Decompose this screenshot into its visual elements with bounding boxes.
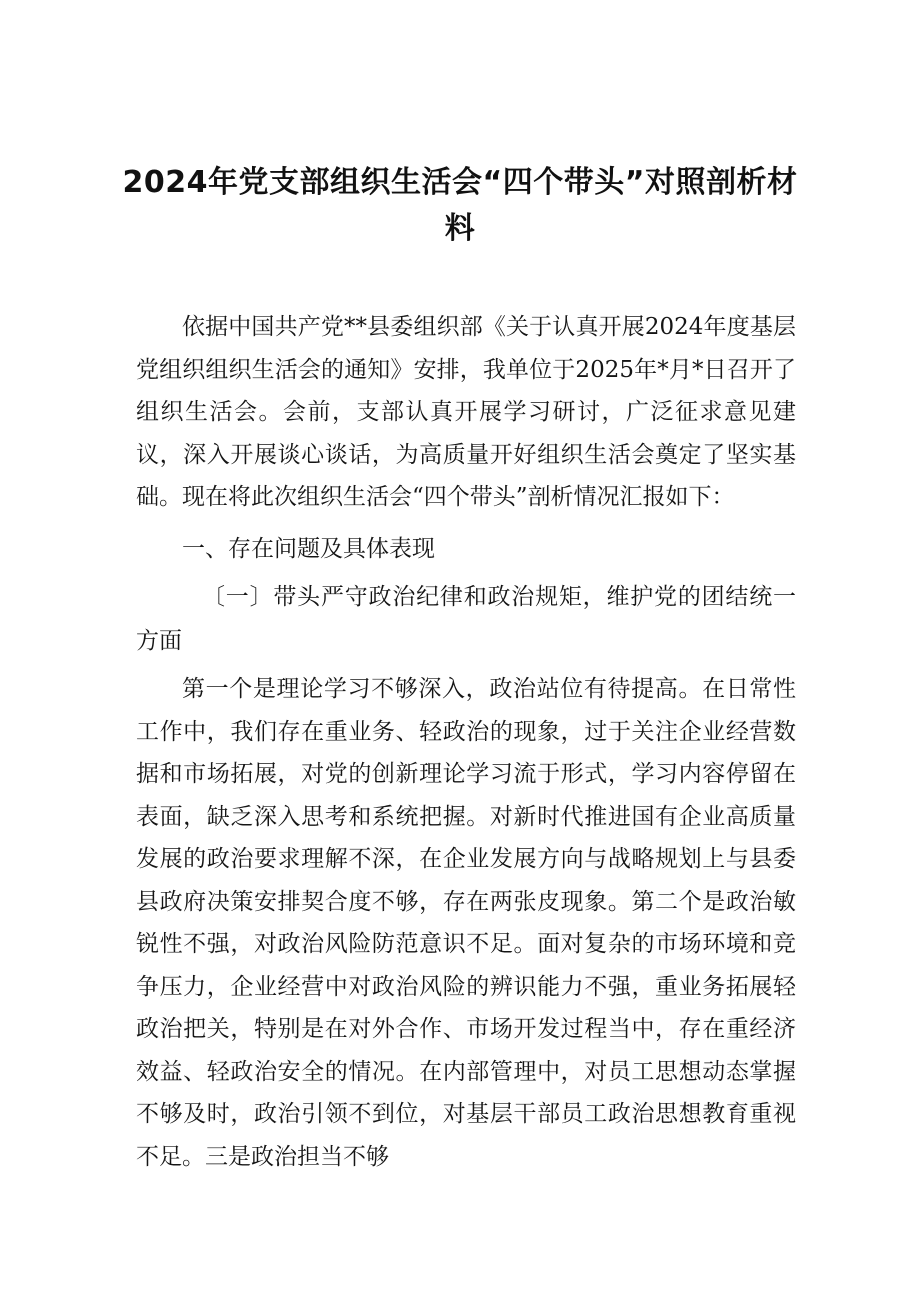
problem-paragraph: 第一个是理论学习不够深入，政治站位有待提高。在日常性工作中，我们存在重业务、轻政治的现象，过于关注企业经营数据和市场拓展，对党的创新理论学习流于形式，学习内容停留在表面，缺乏深入思考和系统把握。对新时代推进国有企业高质量发展的政治要求理解不深，在企业发展方向与战略规划上与县委县政府决策安排契合度不够，存在两张皮现象。第二个是政治敏锐性不强，对政治风险防范意识不足。面对复杂的市场环境和竞争压力，企业经营中对政治风险的辨识能力不强，重业务拓展轻政治把关，特别是在对外合作、市场开发过程当中，存在重经济效益、轻政治安全的情况。在内部管理中，对员工思想动态掌握不够及时，政治引领不到位，对基层干部员工政治思想教育重视不足。三是政治担当不够 [136,676,796,1170]
intro-paragraph: 依据中国共产党**县委组织部《关于认真开展2024年度基层党组织组织生活会的通知》安排，我单位于2025年*月*日召开了组织生活会。会前，支部认真开展学习研讨，广泛征求意见建议，深入开展谈心谈话，为高质量开好组织生活会奠定了坚实基础。现在将此次组织生活会“四个带头”剖析情况汇报如下： [136,314,796,510]
document-title: 2024年党支部组织生活会“四个带头”对照剖析材料 [122,165,798,246]
section-heading: 一、存在问题及具体表现 [182,536,435,562]
subsection-heading: 〔一〕带头严守政治纪律和政治规矩，维护党的团结统一方面 [136,584,796,654]
